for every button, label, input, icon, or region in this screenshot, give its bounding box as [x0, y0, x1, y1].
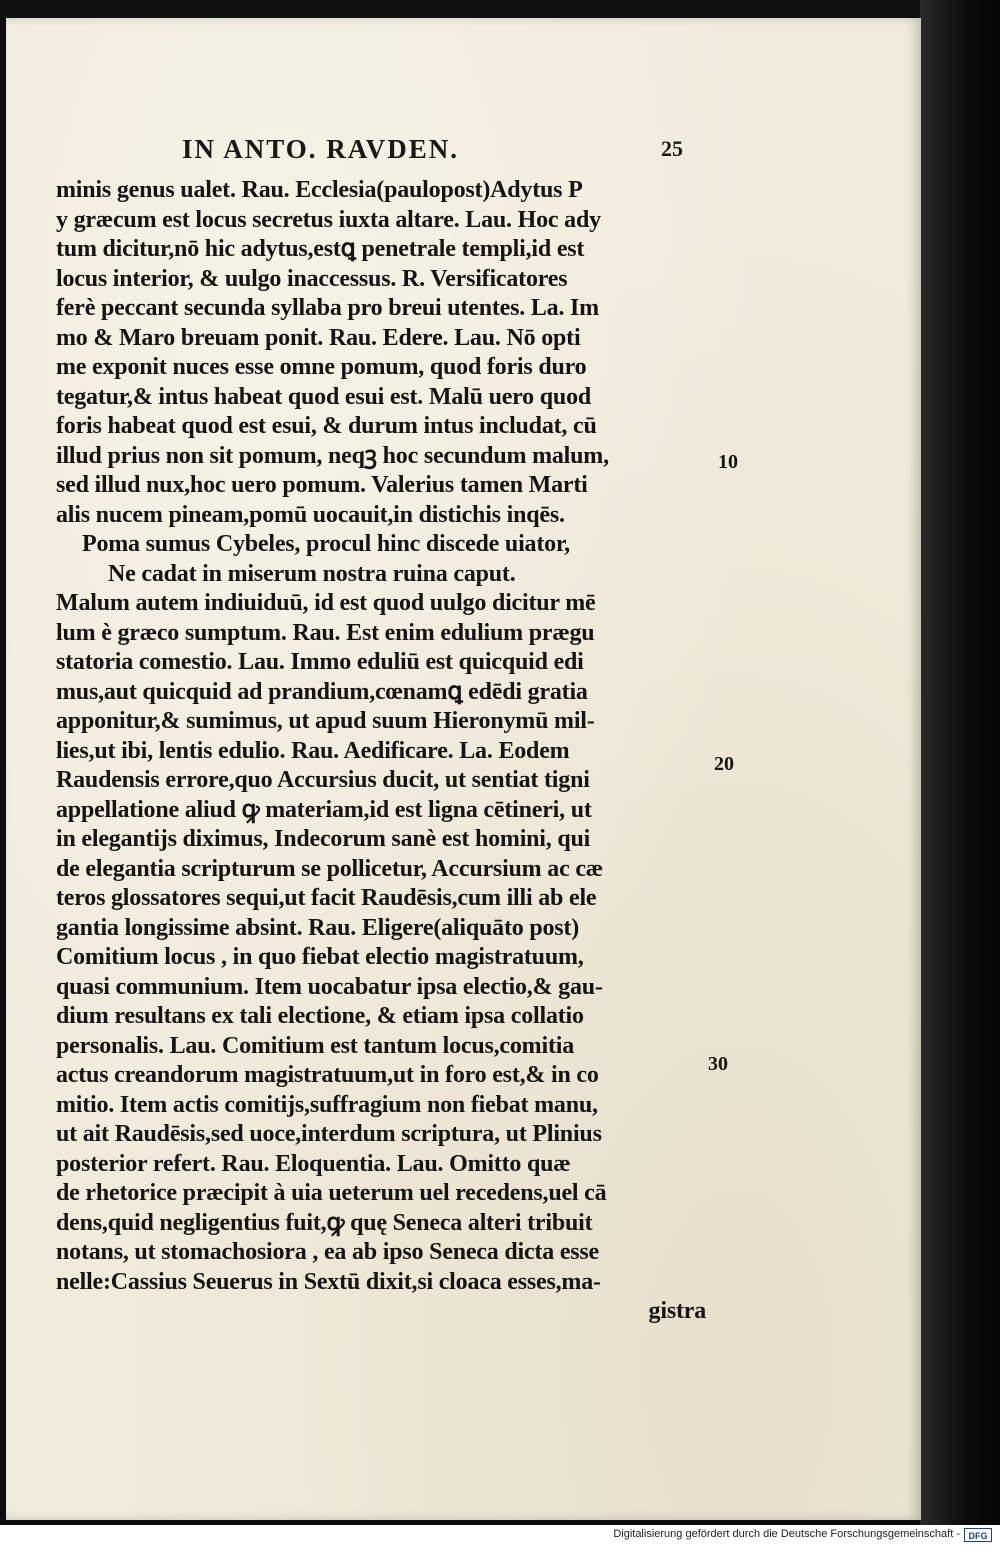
folio-number: 25 [661, 136, 683, 161]
text-line: notans, ut stomachosiora , ea ab ipso Seneca dicta esse [56, 1239, 600, 1265]
text-line: ut ait Raudēsis,sed uoce,interdum scriptura, ut Plinius [56, 1121, 602, 1147]
text-line: statoria comestio. Lau. Immo eduliū est quicquid edi [56, 649, 584, 675]
funding-credit: Digitalisierung gefördert durch die Deutsche Forschungsgemeinschaft - [613, 1528, 960, 1540]
text-line: lies,ut ibi, lentis edulio. Rau. Aedificare. La. Eodem [56, 737, 570, 764]
footer-bar [0, 1525, 1000, 1546]
text-line: locus interior, & uulgo inaccessus. R. Versificatores [56, 265, 568, 292]
text-line: Raudensis errore,quo Accursius ducit, ut sentiat tigni [56, 767, 590, 793]
text-line: lum è græco sumptum. Rau. Est enim edulium prægu [56, 619, 595, 646]
text-line: appellatione aliud ꝙ materiam,id est ligna cētineri, ut [56, 796, 592, 823]
text-line: me exponit nuces esse omne pomum, quod foris duro [56, 354, 587, 380]
text-line: ferè peccant secunda syllaba pro breui utentes. La. Im [56, 295, 599, 321]
text-line: y græcum est locus secretus iuxta altare. Lau. Hoc ady [56, 206, 601, 233]
text-line: gantia longissime absint. Rau. Eligere(aliquāto post) [56, 914, 580, 941]
body-text [56, 176, 716, 1327]
scan-top-border [0, 0, 1000, 18]
text-line: foris habeat quod est esui, & durum intus includat, cū [56, 413, 597, 439]
margin-line-number: 30 [708, 1053, 728, 1075]
text-line: personalis. Lau. Comitium est tantum locus,comitia [56, 1032, 575, 1059]
text-line: teros glossatores sequi,ut facit Raudēsis,cum illi ab ele [56, 885, 597, 911]
text-line: Malum autem indiuiduū, id est quod uulgo dicitur mē [56, 590, 596, 616]
text-line: illud prius non sit pomum, neqꝫ hoc secundum malum, [56, 442, 609, 469]
text-line: dens,quid negligentius fuit,ꝙ quę Seneca alteri tribuit [56, 1209, 593, 1236]
text-line: quasi communium. Item uocabatur ipsa electio,& gau- [56, 973, 603, 1000]
catchword: gistra [648, 1298, 706, 1324]
running-head: IN ANTO. RAVDEN. [182, 134, 460, 164]
text-line: mitio. Item actis comitijs,suffragium non fiebat manu, [56, 1091, 598, 1118]
verse-line: Ne cadat in miserum nostra ruina caput. [108, 560, 516, 587]
text-line: nelle:Cassius Seuerus in Sextū dixit,si cloaca esses,ma- [56, 1268, 601, 1295]
verse-line: Poma sumus Cybeles, procul hinc discede uiator, [82, 531, 570, 557]
text-line: de rhetorice præcipit à uia ueterum uel recedens,uel cā [56, 1180, 607, 1206]
text-line: posterior refert. Rau. Eloquentia. Lau. Omitto quæ [56, 1150, 571, 1177]
text-line: mo & Maro breuam ponit. Rau. Edere. Lau. Nō opti [56, 324, 581, 351]
text-line: apponitur,& sumimus, ut apud suum Hieronymū mil- [56, 708, 595, 734]
margin-line-number: 20 [714, 753, 734, 775]
text-line: alis nucem pineam,pomū uocauit,in distichis inqēs. [56, 501, 565, 528]
text-line: dium resultans ex tali electione, & etiam ipsa collatio [56, 1003, 584, 1029]
margin-line-number: 10 [718, 451, 738, 473]
text-line: Comitium locus , in quo fiebat electio magistratuum, [56, 944, 584, 970]
text-line: tegatur,& intus habeat quod esui est. Malū uero quod [56, 383, 592, 410]
text-line: in elegantijs diximus, Indecorum sanè est homini, qui [56, 826, 591, 852]
text-line: actus creandorum magistratuum,ut in foro est,& in co [56, 1062, 599, 1088]
text-line: de elegantia scripturum se pollicetur, Accursium ac cæ [56, 855, 603, 882]
book-page [6, 18, 921, 1520]
text-line: sed illud nux,hoc uero pomum. Valerius tamen Marti [56, 472, 588, 498]
dfg-logo: DFG [964, 1528, 992, 1542]
text-line: minis genus ualet. Rau. Ecclesia(paulopost)Adytus P [56, 177, 583, 203]
text-line: tum dicitur,nō hic adytus,estꝗ penetrale templi,id est [56, 236, 585, 262]
scan-right-border [920, 0, 1000, 1525]
text-line: mus,aut quicquid ad prandium,cœnamꝗ edēdi gratia [56, 678, 588, 705]
